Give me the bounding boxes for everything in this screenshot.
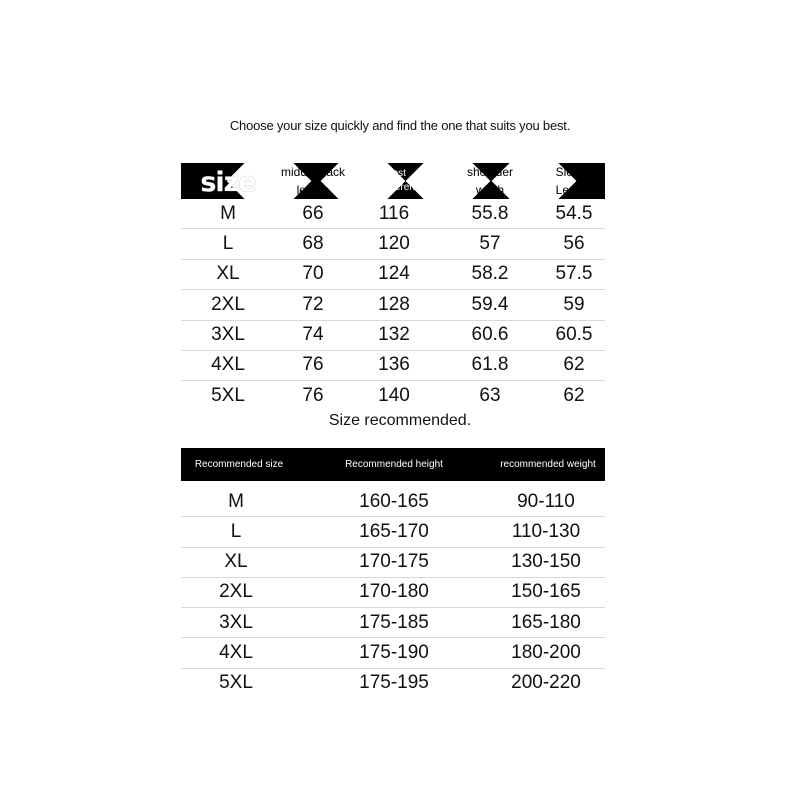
cell-sleeve: 59 xyxy=(563,293,585,315)
cell-back-length: 76 xyxy=(302,354,324,376)
table-row xyxy=(181,199,605,229)
cell-chest: 140 xyxy=(378,384,410,406)
cell-shoulder: 55.8 xyxy=(471,202,509,224)
cell-size: 2XL xyxy=(211,293,245,315)
cell-chest: 132 xyxy=(378,324,410,346)
table-row xyxy=(181,608,605,638)
cell-chest: 128 xyxy=(378,293,410,315)
cell-back-length: 68 xyxy=(302,232,324,254)
cell-height: 165-170 xyxy=(359,520,429,542)
cell-size: XL xyxy=(224,551,248,573)
cell-back-length: 70 xyxy=(302,263,324,285)
header-recommended-height: Recommended height xyxy=(345,459,443,470)
table-row xyxy=(181,260,605,290)
table-row xyxy=(181,290,605,320)
table-row xyxy=(181,638,605,668)
cell-size: 4XL xyxy=(211,354,245,376)
tagline: Choose your size quickly and find the one that suits you best. xyxy=(229,118,571,133)
cell-back-length: 74 xyxy=(302,324,324,346)
cell-size: 3XL xyxy=(219,611,253,633)
cell-sleeve: 62 xyxy=(563,384,585,406)
table-row xyxy=(181,517,605,547)
header-recommended-weight: recommended weight xyxy=(500,459,596,470)
cell-sleeve: 60.5 xyxy=(555,324,593,346)
cell-sleeve: 57.5 xyxy=(555,263,593,285)
header-sleeve-length: Sleeve Length xyxy=(555,165,593,197)
header-middle-back-length: middle back length xyxy=(280,165,346,197)
header-recommended-size: Recommended size xyxy=(194,459,284,470)
cell-size: 5XL xyxy=(211,384,245,406)
cell-chest: 120 xyxy=(378,232,410,254)
table-row xyxy=(181,487,605,517)
table-row xyxy=(181,578,605,608)
cell-shoulder: 61.8 xyxy=(471,354,509,376)
cell-back-length: 72 xyxy=(302,293,324,315)
cell-weight: 165-180 xyxy=(511,611,581,633)
cell-back-length: 66 xyxy=(302,202,324,224)
cell-height: 170-175 xyxy=(359,551,429,573)
table-row xyxy=(181,548,605,578)
cell-shoulder: 58.2 xyxy=(471,263,509,285)
cell-size: M xyxy=(220,202,236,224)
recommendation-body xyxy=(181,487,605,698)
cell-height: 175-190 xyxy=(359,641,429,663)
table-row xyxy=(181,351,605,381)
cell-height: 170-180 xyxy=(359,581,429,603)
cell-size: XL xyxy=(216,263,240,285)
cell-weight: 180-200 xyxy=(511,641,581,663)
cell-height: 175-185 xyxy=(359,611,429,633)
header-shoulder-width: shoulder width xyxy=(466,165,514,197)
header-size: size xyxy=(200,167,256,198)
cell-shoulder: 59.4 xyxy=(471,293,509,315)
cell-size: 4XL xyxy=(219,641,253,663)
cell-size: 5XL xyxy=(219,672,253,694)
size-chart-body xyxy=(181,199,605,411)
cell-weight: 150-165 xyxy=(511,581,581,603)
cell-size: L xyxy=(222,232,234,254)
cell-chest: 136 xyxy=(378,354,410,376)
cell-weight: 110-130 xyxy=(511,520,581,542)
header-chest-circumference: chest circumference xyxy=(362,168,426,193)
size-chart-header xyxy=(181,163,605,199)
cell-weight: 90-110 xyxy=(517,490,575,512)
cell-sleeve: 62 xyxy=(563,354,585,376)
table-row xyxy=(181,229,605,259)
cell-shoulder: 63 xyxy=(479,384,501,406)
cell-sleeve: 54.5 xyxy=(555,202,593,224)
size-recommended-title: Size recommended. xyxy=(328,412,472,429)
size-chart-table xyxy=(181,163,605,411)
cell-size: M xyxy=(228,490,244,512)
cell-shoulder: 57 xyxy=(479,232,501,254)
table-row xyxy=(181,321,605,351)
cell-sleeve: 56 xyxy=(563,232,585,254)
cell-chest: 116 xyxy=(378,202,410,224)
cell-height: 175-195 xyxy=(359,672,429,694)
cell-size: 2XL xyxy=(219,581,253,603)
cell-chest: 124 xyxy=(378,263,410,285)
recommendation-header xyxy=(181,448,605,481)
recommendation-table xyxy=(181,448,605,698)
cell-height: 160-165 xyxy=(359,490,429,512)
cell-size: 3XL xyxy=(211,324,245,346)
cell-weight: 130-150 xyxy=(511,551,581,573)
cell-back-length: 76 xyxy=(302,384,324,406)
table-row xyxy=(181,669,605,698)
table-row xyxy=(181,381,605,410)
cell-size: L xyxy=(230,520,242,542)
cell-weight: 200-220 xyxy=(511,672,581,694)
cell-shoulder: 60.6 xyxy=(471,324,509,346)
